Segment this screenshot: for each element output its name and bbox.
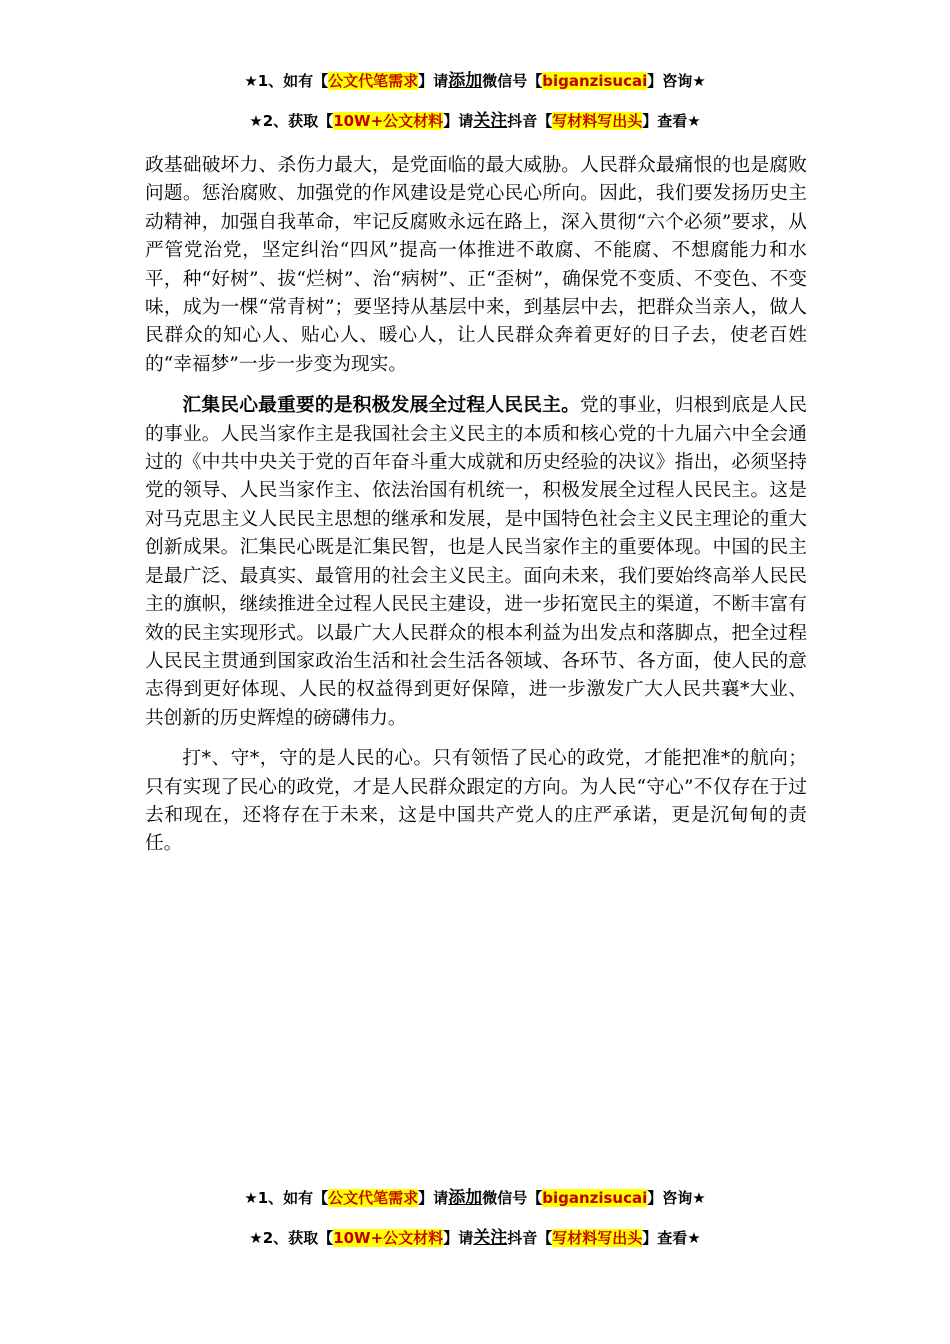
- highlight-service: 公文代笔需求: [328, 72, 419, 90]
- highlight-douyin-account: 写材料写出头: [552, 112, 643, 130]
- highlight-wechat-id: biganzisucai: [542, 1189, 648, 1207]
- header-banner-line-2: ★2、获取【10W+公文材料】请关注抖音【写材料写出头】查看★: [249, 111, 701, 131]
- paragraph-3: 打*、守*，守的是人民的心。只有领悟了民心的政党，才能把准*的航向；只有实现了民心的政党，才是人民群众跟定的方向。为人民“守心”不仅存在于过去和现在，还将存在于未来，这是中国共产党人的庄严承诺，更是沉甸甸的责任。: [145, 748, 807, 855]
- highlight-wechat-id: biganzisucai: [542, 72, 648, 90]
- highlight-materials: 10W+公文材料: [333, 1229, 444, 1247]
- highlight-douyin-account: 写材料写出头: [552, 1229, 643, 1247]
- footer-banner-line-1: ★1、如有【公文代笔需求】请添加微信号【biganzisucai】咨询★: [244, 1188, 706, 1208]
- highlight-materials: 10W+公文材料: [333, 112, 444, 130]
- paragraph-1: 政基础破坏力、杀伤力最大，是党面临的最大威胁。人民群众最痛恨的也是腐败问题。惩治腐败、加强党的作风建设是党心民心所向。因此，我们要发扬历史主动精神，加强自我革命，牢记反腐败永远在路上，深入贯彻“六个必须”要求，从严管党治党，坚定纠治“四风”提高一体推进不敢腐、不能腐、不想腐能力和水平，种“好树”、拔“烂树”、治“病树”、正“歪树”，确保党不变质、不变色、不变味，成为一棵“常青树”；要坚持从基层中来，到基层中去，把群众当亲人，做人民群众的知心人、贴心人、暖心人，让人民群众奔着更好的日子去，使老百姓的“幸福梦”一步一步变为现实。: [145, 155, 807, 375]
- paragraph-2: [145, 391, 807, 733]
- header-banner-line-1: ★1、如有【公文代笔需求】请添加微信号【biganzisucai】咨询★: [244, 71, 706, 91]
- document-body: [145, 152, 807, 871]
- paragraph-2-text: 党的事业，归根到底是人民的事业。人民当家作主是我国社会主义民主的本质和核心党的十九届六中全会通过的《中共中央关于党的百年奋斗重大成就和历史经验的决议》指出，必须坚持党的领导、人民当家作主、依法治国有机统一，积极发展全过程人民民主。这是对马克思主义人民民主思想的继承和发展，是中国特色社会主义民主理论的重大创新成果。汇集民心既是汇集民智，也是人民当家作主的重要体现。中国的民主是最广泛、最真实、最管用的社会主义民主。面向未来，我们要始终高举人民民主的旗帜，继续推进全过程人民民主建设，进一步拓宽民主的渠道，不断丰富有效的民主实现形式。以最广大人民群众的根本利益为出发点和落脚点，把全过程人民民主贯通到国家政治生活和社会生活各领域、各环节、各方面，使人民的意志得到更好体现、人民的权益得到更好保障，进一步激发广大人民共襄*大业、共创新的历史辉煌的磅礴伟力。: [145, 395, 808, 729]
- paragraph-2-lead: 汇集民心最重要的是积极发展全过程人民民主。: [182, 394, 581, 417]
- highlight-service: 公文代笔需求: [328, 1189, 419, 1207]
- footer-banner-line-2: ★2、获取【10W+公文材料】请关注抖音【写材料写出头】查看★: [249, 1228, 701, 1248]
